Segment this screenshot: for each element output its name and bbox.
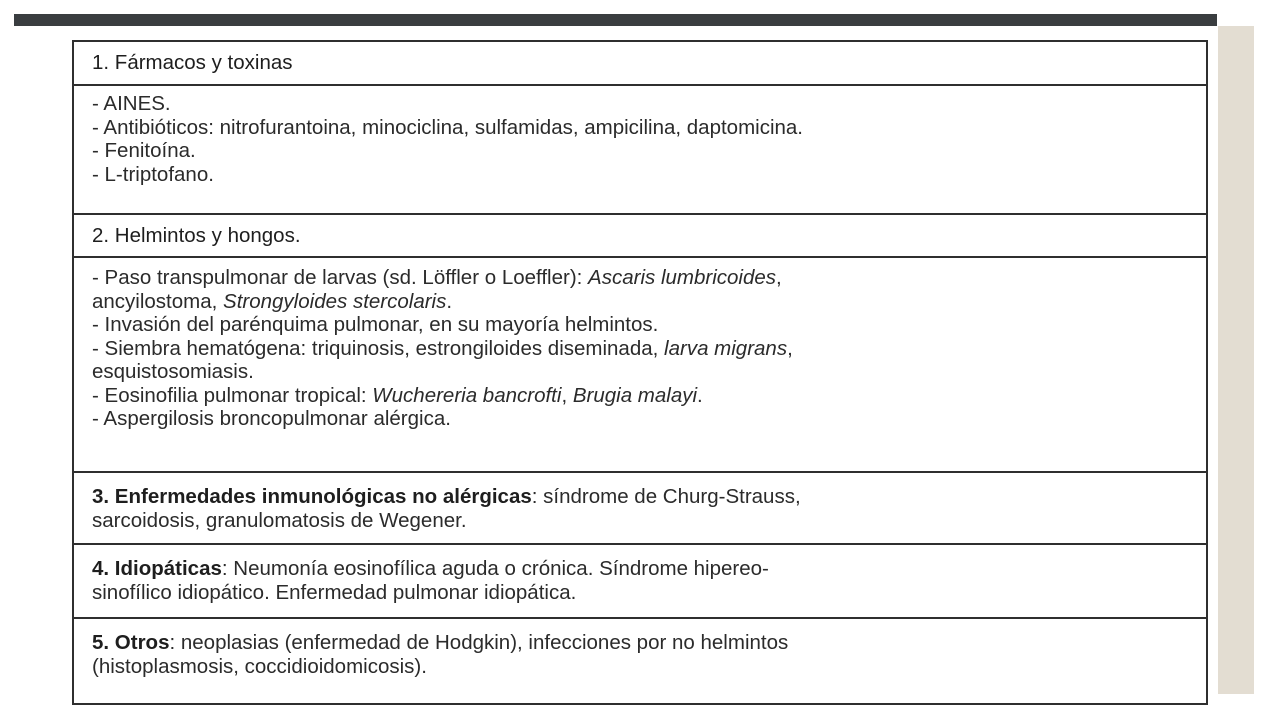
s2-l4c: ,	[787, 336, 793, 360]
s2-l2c: .	[446, 289, 453, 313]
section-3-title: 3. Enfermedades inmunológicas no alérgicas	[92, 485, 532, 508]
section-2-line-1	[92, 266, 1206, 290]
section-2-title: 2. Helmintos y hongos	[92, 224, 295, 247]
s2-l1c: ,	[776, 266, 782, 289]
section-2-line-2	[92, 290, 1206, 314]
s2-l6a: - Eosinofilia pulmonar tropical:	[92, 383, 373, 407]
section-1-item: - AINES.	[92, 92, 171, 115]
section-1-item: - L-triptofano.	[92, 162, 214, 186]
section-1-header	[74, 42, 1206, 86]
section-3-line-1	[92, 485, 1206, 509]
section-4-line-2: sinofílico idiopático. Enfermedad pulmonar idiopática.	[92, 580, 577, 604]
section-2-line-5: esquistosomiasis.	[92, 360, 254, 383]
section-5-line-2: (histoplasmosis, coccidioidomicosis).	[92, 654, 427, 678]
s2-l6d: Brugia malayi	[572, 383, 698, 407]
section-3	[74, 473, 1206, 545]
section-2-line-4	[92, 337, 1206, 361]
s2-l2b: Strongyloides stercolaris	[223, 289, 447, 313]
section-1-title: 1. Fármacos y toxinas	[92, 51, 293, 74]
side-panel	[1218, 26, 1254, 694]
causes-table	[72, 40, 1208, 705]
section-2-line-6	[92, 384, 1206, 408]
top-bar	[14, 14, 1217, 26]
section-2-title-end: .	[294, 224, 301, 247]
s4-l1: : Neumonía eosinofílica aguda o crónica. Síndrome hipereo-	[221, 557, 769, 580]
section-1-item: - Antibióticos: nitrofurantoina, minociclina, sulfamidas, ampicilina, daptomicina.	[92, 115, 804, 139]
s2-l6c: ,	[561, 383, 573, 407]
section-4-title: 4. Idiopáticas	[92, 557, 222, 580]
s2-l4a: - Siembra hematógena: triquinosis, estrongiloides diseminada,	[92, 336, 665, 360]
s2-l2a: ancyilostoma,	[92, 289, 224, 313]
s3-l1: : síndrome de Churg-Strauss,	[531, 485, 801, 508]
section-2-header	[74, 215, 1206, 258]
section-1-item: - Fenitoína.	[92, 139, 196, 162]
section-5-line-1	[92, 631, 1206, 655]
s2-l6e: .	[697, 383, 703, 407]
s5-l1: : neoplasias (enfermedad de Hodgkin), infecciones por no helmintos	[169, 631, 789, 654]
section-5-title: 5. Otros	[92, 631, 170, 654]
section-4	[74, 545, 1206, 619]
section-3-line-2: sarcoidosis, granulomatosis de Wegener.	[92, 508, 467, 532]
section-5	[74, 619, 1206, 703]
section-2-body	[74, 258, 1206, 473]
s2-l6b: Wuchereria bancrofti	[372, 383, 562, 407]
s2-l1a: - Paso transpulmonar de larvas (sd. Löffler o Loeffler):	[92, 266, 589, 289]
s2-l4b: larva migrans	[664, 336, 788, 360]
s2-l1b: Ascaris lumbricoides	[588, 266, 777, 289]
section-2-line-3: - Invasión del parénquima pulmonar, en su mayoría helmintos.	[92, 313, 659, 336]
section-2-line-7: - Aspergilosis broncopulmonar alérgica.	[92, 407, 451, 430]
section-4-line-1	[92, 557, 1206, 581]
section-1-body	[74, 86, 1206, 215]
